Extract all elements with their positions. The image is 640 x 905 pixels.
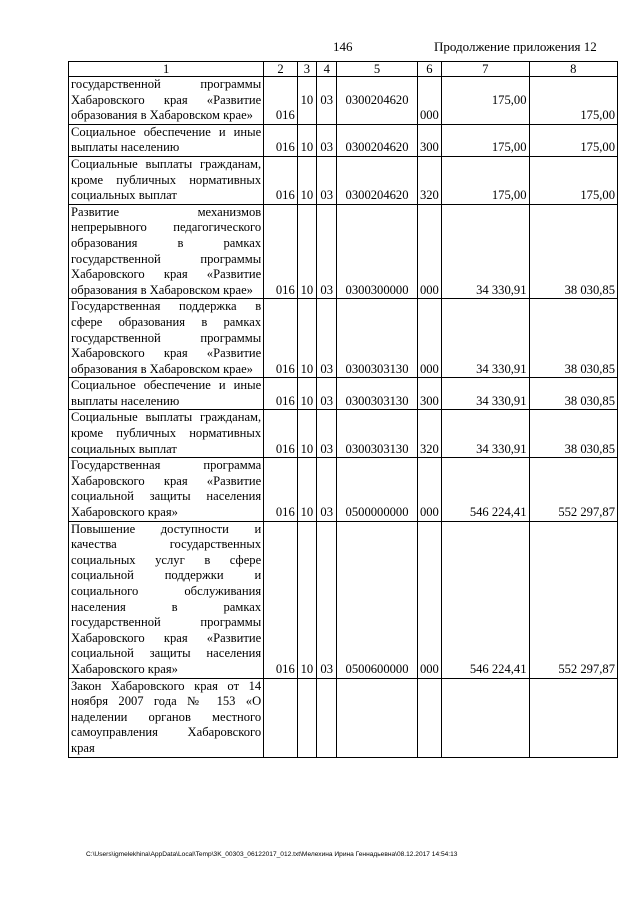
cell-target-article: 0500600000 — [337, 521, 417, 678]
cell-target-article: 0300204620 — [337, 124, 417, 156]
cell-admin-code: 016 — [264, 521, 298, 678]
cell-amount-2: 175,00 — [529, 156, 618, 204]
cell-target-article: 0300300000 — [337, 204, 417, 299]
table-row — [69, 204, 618, 299]
cell-section: 10 — [297, 299, 316, 378]
cell-amount-2: 552 297,87 — [529, 521, 618, 678]
cell-target-article: 0300204620 — [337, 77, 417, 125]
cell-amount-1: 34 330,91 — [442, 204, 529, 299]
column-header: 6 — [417, 62, 441, 77]
cell-section: 10 — [297, 378, 316, 410]
row-name: Повышение доступности и качества государственных социальных услуг в сфере социальной поддержки и социального обслуживания населения в рамках государственной программы Хабаровского края «Развитие социальной защиты населения Хабаровского края» — [69, 521, 264, 678]
column-header: 1 — [69, 62, 264, 77]
cell-target-article: 0300303130 — [337, 299, 417, 378]
cell-section: 10 — [297, 77, 316, 125]
cell-amount-2: 38 030,85 — [529, 378, 618, 410]
cell-target-article — [337, 678, 417, 757]
cell-subsection: 03 — [317, 156, 337, 204]
cell-expense-type: 300 — [417, 124, 441, 156]
table-row — [69, 124, 618, 156]
cell-target-article: 0300303130 — [337, 410, 417, 458]
cell-admin-code: 016 — [264, 77, 298, 125]
cell-expense-type: 000 — [417, 77, 441, 125]
budget-table — [68, 61, 618, 758]
cell-subsection: 03 — [317, 521, 337, 678]
cell-admin-code: 016 — [264, 378, 298, 410]
cell-amount-1: 546 224,41 — [442, 458, 529, 521]
row-name: Развитие механизмов непрерывного педагогического образования в рамках государственной программы Хабаровского края «Развитие образования в Хабаровском крае» — [69, 204, 264, 299]
column-header: 4 — [317, 62, 337, 77]
row-name: Социальное обеспечение и иные выплаты населению — [69, 124, 264, 156]
table-row — [69, 299, 618, 378]
header-row — [69, 62, 618, 77]
cell-section: 10 — [297, 156, 316, 204]
cell-subsection: 03 — [317, 77, 337, 125]
row-name: Закон Хабаровского края от 14 ноября 2007 года № 153 «О наделении органов местного самоуправления Хабаровского края — [69, 678, 264, 757]
row-name: государственной программы Хабаровского края «Развитие образования в Хабаровском крае» — [69, 77, 264, 125]
cell-section: 10 — [297, 458, 316, 521]
cell-subsection: 03 — [317, 410, 337, 458]
cell-admin-code: 016 — [264, 299, 298, 378]
cell-target-article: 0500000000 — [337, 458, 417, 521]
cell-subsection: 03 — [317, 124, 337, 156]
column-header: 8 — [529, 62, 618, 77]
cell-expense-type: 300 — [417, 378, 441, 410]
cell-admin-code: 016 — [264, 458, 298, 521]
cell-admin-code: 016 — [264, 410, 298, 458]
cell-section: 10 — [297, 521, 316, 678]
table-row — [69, 77, 618, 125]
continuation-note: Продолжение приложения 12 — [434, 39, 597, 54]
cell-subsection — [317, 678, 337, 757]
cell-amount-1: 34 330,91 — [442, 378, 529, 410]
row-name: Государственная программа Хабаровского края «Развитие социальной защиты населения Хабаровского края» — [69, 458, 264, 521]
table-row — [69, 521, 618, 678]
row-name: Социальные выплаты гражданам, кроме публичных нормативных социальных выплат — [69, 410, 264, 458]
cell-admin-code: 016 — [264, 204, 298, 299]
table-row — [69, 458, 618, 521]
cell-amount-1: 546 224,41 — [442, 521, 529, 678]
cell-expense-type: 000 — [417, 458, 441, 521]
cell-subsection: 03 — [317, 378, 337, 410]
cell-amount-2: 38 030,85 — [529, 204, 618, 299]
cell-expense-type: 320 — [417, 410, 441, 458]
cell-section — [297, 678, 316, 757]
cell-amount-2: 175,00 — [529, 124, 618, 156]
cell-amount-2 — [529, 678, 618, 757]
row-name: Социальное обеспечение и иные выплаты населению — [69, 378, 264, 410]
column-header: 3 — [297, 62, 316, 77]
cell-subsection: 03 — [317, 458, 337, 521]
cell-target-article: 0300303130 — [337, 378, 417, 410]
cell-target-article: 0300204620 — [337, 156, 417, 204]
cell-amount-1: 175,00 — [442, 77, 529, 125]
cell-amount-2: 175,00 — [529, 77, 618, 125]
cell-admin-code — [264, 678, 298, 757]
cell-subsection: 03 — [317, 299, 337, 378]
column-header: 7 — [442, 62, 529, 77]
table-row — [69, 378, 618, 410]
page-number: 146 — [333, 39, 353, 54]
cell-admin-code: 016 — [264, 124, 298, 156]
cell-section: 10 — [297, 204, 316, 299]
cell-expense-type: 000 — [417, 204, 441, 299]
cell-section: 10 — [297, 410, 316, 458]
column-header: 2 — [264, 62, 298, 77]
table-row — [69, 156, 618, 204]
cell-amount-2: 552 297,87 — [529, 458, 618, 521]
cell-admin-code: 016 — [264, 156, 298, 204]
row-name: Социальные выплаты гражданам, кроме публичных нормативных социальных выплат — [69, 156, 264, 204]
cell-expense-type — [417, 678, 441, 757]
cell-amount-1: 175,00 — [442, 156, 529, 204]
column-header: 5 — [337, 62, 417, 77]
cell-amount-1 — [442, 678, 529, 757]
cell-section: 10 — [297, 124, 316, 156]
cell-subsection: 03 — [317, 204, 337, 299]
cell-amount-2: 38 030,85 — [529, 299, 618, 378]
table-row — [69, 410, 618, 458]
cell-amount-1: 34 330,91 — [442, 410, 529, 458]
cell-expense-type: 320 — [417, 156, 441, 204]
table-row — [69, 678, 618, 757]
cell-amount-1: 175,00 — [442, 124, 529, 156]
cell-expense-type: 000 — [417, 521, 441, 678]
cell-expense-type: 000 — [417, 299, 441, 378]
row-name: Государственная поддержка в сфере образования в рамках государственной программы Хабаровского края «Развитие образования в Хабаровском крае» — [69, 299, 264, 378]
cell-amount-2: 38 030,85 — [529, 410, 618, 458]
footer-file-path: C:\Users\igmelekhina\AppData\Local\Temp\3K_00303_06122017_012.txt\Мелехина Ирина Геннадьевна\08.12.2017 14:54:13 — [86, 851, 458, 858]
cell-amount-1: 34 330,91 — [442, 299, 529, 378]
